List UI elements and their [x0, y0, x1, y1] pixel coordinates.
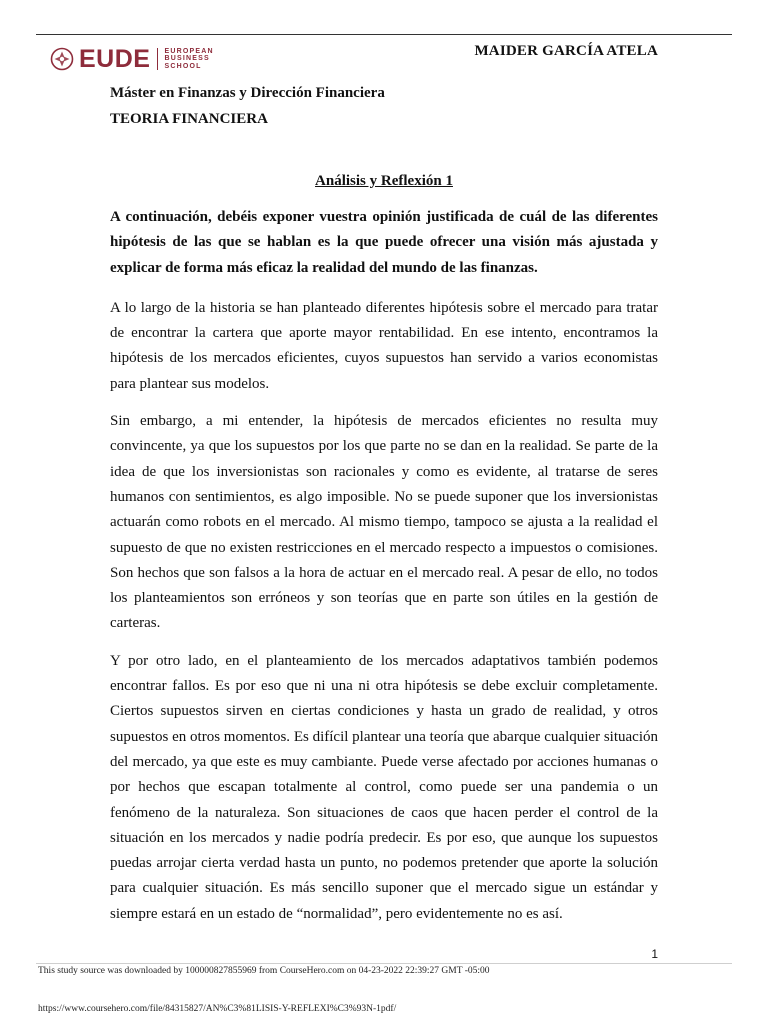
subject-name: TEORIA FINANCIERA [110, 111, 268, 127]
source-url[interactable]: https://www.coursehero.com/file/84315827/AN%C3%81LISIS-Y-REFLEXI%C3%93N-1pdf/ [38, 1004, 397, 1014]
page-number: 1 [651, 947, 658, 961]
logo-subtitle-line: EUROPEAN [164, 47, 214, 55]
body-paragraph: Sin embargo, a mi entender, la hipótesis de mercados eficientes no resulta muy convincente, ya que los supuestos por los que parte no se dan en la realidad. Se parte de la idea de que los inversionistas son racionales y como es evidente, al tratarse de seres humanos con sentimientos, es algo imposible. No se puede suponer que los inversionistas actuarán como robots en el mercado. Al mismo tiempo, tampoco se ajusta a la realidad el supuesto de que no existen restricciones en el mercado respecto a impuestos o comisiones. Son hechos que son falsos a la hora de actuar en el mercado real. A pesar de ello, no todos los planteamientos son erróneos y son teorías que en parte son útiles en la gestión de carteras. [110, 413, 658, 632]
logo-subtitle-line: SCHOOL [164, 62, 202, 70]
logo-separator [157, 48, 158, 70]
assignment-prompt: A continuación, debéis exponer vuestra opinión justificada de cuál de las diferentes hipótesis de las que se hablan es la que puede ofrecer una visión más ajustada y explicar de forma más eficaz la realidad del mundo de las finanzas. [110, 209, 658, 276]
body-paragraph: Y por otro lado, en el planteamiento de los mercados adaptativos también podemos encontrar fallos. Es por eso que ni una ni otra hipótesis se debe excluir completamente. Ciertos supuestos sirven en ciertas condiciones y hasta un grado de realidad, y otros supuestos en otros momentos. Es difícil plantear una teoría que abarque cualquier situación del mercado, ya que este es muy cambiante. Puede verse afectado por acciones humanas o por hechos que escapan totalmente al control, como puede ser una pandemia o un fenómeno de la naturaleza. Son situaciones de caos que hacen perder el control de la situación en los mercados y nadie podría predecir. Es por eso, que aunque los supuestos puedas arrojar cierta verdad hasta un punto, no podemos pretender que aporte la solución para cualquier situación. Es más sencillo suponer que el mercado sigue un estándar y siempre estará en un estado de “normalidad”, pero evidentemente no es así. [110, 652, 658, 922]
logo-subtitle [164, 48, 213, 71]
logo-wordmark: EUDE [79, 45, 151, 73]
header-divider [36, 34, 732, 35]
body-paragraph: A lo largo de la historia se han planteado diferentes hipótesis sobre el mercado para tratar de encontrar la cartera que aporte mayor rentabilidad. En ese intento, encontramos la hipótesis de los mercados eficientes, cuyos supuestos han servido a varios economistas para plantear sus modelos. [110, 299, 658, 392]
document-body [110, 205, 658, 939]
eude-emblem-icon [50, 47, 74, 71]
eude-logo [50, 46, 214, 72]
download-notice: This study source was downloaded by 100000827855969 from CourseHero.com on 04-23-2022 22:39:27 GMT -05:00 [38, 966, 490, 976]
document-title: Análisis y Reflexión 1 [315, 173, 453, 189]
footer-divider [36, 963, 732, 964]
logo-subtitle-line: BUSINESS [164, 55, 210, 63]
author-name: MAIDER GARCÍA ATELA [474, 43, 658, 59]
program-name: Máster en Finanzas y Dirección Financiera [110, 85, 385, 101]
